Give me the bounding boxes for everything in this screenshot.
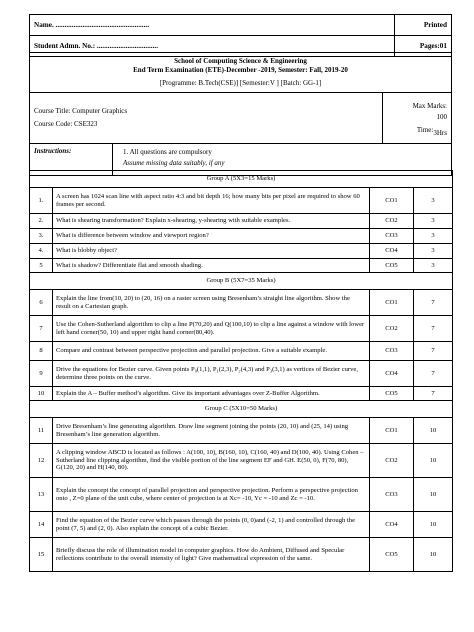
question-row bbox=[30, 214, 453, 229]
time-row bbox=[387, 125, 447, 136]
question-number: 12 bbox=[30, 444, 53, 478]
marks-time-block bbox=[383, 93, 452, 144]
question-number: 9 bbox=[30, 361, 53, 387]
question-row bbox=[30, 259, 453, 273]
question-marks: 3 bbox=[414, 244, 453, 259]
course-outcome: CO1 bbox=[370, 188, 414, 214]
question-text: Explain the concept the concept of parallel projection and perspective projection. Perform a perspective projection onto , Z=0 plane of the unit cube, where center of projection is at Xc= -10, Yc = -10 and Zc = -10. bbox=[53, 478, 370, 512]
question-marks: 7 bbox=[414, 361, 453, 387]
question-text: Find the equation of the Bezier curve which passes through the points (0, 0)and (-2, 1) and controlled through the point (7, 5) and (2, 0). Also explain the concept of a cubic Bezier. bbox=[53, 512, 370, 538]
question-marks: 7 bbox=[414, 316, 453, 342]
time-label: Time: bbox=[416, 126, 434, 135]
question-row bbox=[30, 244, 453, 259]
group-c-title: Group C (5X10=50 Marks) bbox=[30, 401, 453, 418]
exam-info-table bbox=[29, 52, 452, 176]
question-marks: 10 bbox=[414, 512, 453, 538]
course-outcome: CO5 bbox=[370, 387, 414, 401]
question-number: 6 bbox=[30, 290, 53, 316]
question-text: Explain the line from(10, 20) to (20, 16) on a raster screen using Bresenham’s straight line algorithm. Show the result on a Cartesian graph. bbox=[53, 290, 370, 316]
instruction-item-1: 1. All questions are compulsory bbox=[123, 148, 212, 157]
question-text: Drive Bresenham’s line generating algorithm. Draw line segment joining the points (20, 10) and (25, 14) using Bresenham’s line generation algorithm. bbox=[53, 418, 370, 444]
exam-title-block bbox=[30, 53, 452, 93]
name-field[interactable]: Name. .................................................... bbox=[30, 15, 395, 36]
exam-title: End Term Examination (ETE)-December -2019, Semester: Fall, 2019-20 bbox=[133, 66, 348, 75]
question-number: 7 bbox=[30, 316, 53, 342]
pages-label: Pages:01 bbox=[395, 36, 452, 57]
question-number: 5 bbox=[30, 259, 53, 273]
course-info bbox=[30, 93, 383, 144]
course-title: Course Title: Computer Graphics bbox=[34, 107, 128, 116]
question-row bbox=[30, 444, 453, 478]
student-header-table bbox=[29, 14, 452, 57]
question-marks: 7 bbox=[414, 342, 453, 361]
time-value: 3Hrs bbox=[433, 129, 447, 138]
course-outcome: CO5 bbox=[370, 259, 414, 273]
question-number: 2. bbox=[30, 214, 53, 229]
question-text: Compare and contrast between perspective projection and parallel projection. Give a suitable example. bbox=[53, 342, 370, 361]
question-text: What is difference between window and viewport region? bbox=[53, 229, 370, 244]
course-outcome: CO1 bbox=[370, 290, 414, 316]
question-marks: 10 bbox=[414, 478, 453, 512]
question-marks: 3 bbox=[414, 229, 453, 244]
group-a-title: Group A (5X3=15 Marks) bbox=[30, 171, 453, 188]
school-name: School of Computing Science & Engineering bbox=[174, 57, 307, 65]
question-text: Use the Cohen-Sutherland algorithm to clip a line P(70,20) and Q(100,10) to clip a line against a window with lower left hand corner(50, 10) and upper right hand corner(80,40). bbox=[53, 316, 370, 342]
question-text: A screen has 1024 scan line with aspect ratio 4:3 and bit depth 16; how many bits per pixel are required to show 60 frames per second. bbox=[53, 188, 370, 214]
question-text: Drive the equations for Bezier curve. Given points P₀(1,1), P₁(2,3), P₂(4,3) and P₃(3,1) as vertices of Bezier curve, determine three points on the curve. bbox=[53, 361, 370, 387]
question-marks: 10 bbox=[414, 418, 453, 444]
question-text: A clipping window ABCD is located as follows : A(100, 10), B(160, 10), C(160, 40) and D(100, 40). Using Cohen –Sutherland line clipping algorithm, find the visible portion of the line segment EF and GH. E(50, 0), F(70, 80), G(120, 20) and H(140, 80). bbox=[53, 444, 370, 478]
question-row bbox=[30, 478, 453, 512]
course-code: Course Code: CSE323 bbox=[34, 120, 98, 129]
course-outcome: CO2 bbox=[370, 444, 414, 478]
question-number: 10 bbox=[30, 387, 53, 401]
question-row bbox=[30, 538, 453, 572]
question-row bbox=[30, 316, 453, 342]
question-row bbox=[30, 361, 453, 387]
question-number: 13 bbox=[30, 478, 53, 512]
course-outcome: CO3 bbox=[370, 229, 414, 244]
question-marks: 7 bbox=[414, 387, 453, 401]
question-number: 3. bbox=[30, 229, 53, 244]
course-outcome: CO3 bbox=[370, 342, 414, 361]
question-marks: 10 bbox=[414, 538, 453, 572]
course-outcome: CO2 bbox=[370, 214, 414, 229]
course-outcome: CO3 bbox=[370, 478, 414, 512]
max-marks-label: Max Marks: bbox=[412, 102, 447, 111]
question-text: Explain the A – Buffer method’s algorithm. Give its important advantages over Z-Buffer Algorithm. bbox=[53, 387, 370, 401]
question-row bbox=[30, 290, 453, 316]
question-number: 14 bbox=[30, 512, 53, 538]
course-outcome: CO1 bbox=[370, 418, 414, 444]
question-number: 11 bbox=[30, 418, 53, 444]
question-text: What is blobby object? bbox=[53, 244, 370, 259]
question-marks: 3 bbox=[414, 259, 453, 273]
course-outcome: CO5 bbox=[370, 538, 414, 572]
question-marks: 7 bbox=[414, 290, 453, 316]
max-marks-value: 100 bbox=[436, 112, 447, 121]
question-number: 1. bbox=[30, 188, 53, 214]
instructions-label-text: Instructions: bbox=[34, 147, 72, 156]
question-number: 15 bbox=[30, 538, 53, 572]
course-outcome: CO4 bbox=[370, 512, 414, 538]
question-text: What is shadow? Differentiate flat and smooth shading. bbox=[53, 259, 370, 273]
question-text: Briefly discuss the role of illumination model in computer graphics. How do Ambient, Diffused and Specular reflections contribute to the overall intensity of light? Give mathematical expression of the same. bbox=[53, 538, 370, 572]
instruction-item-2: Assume missing data suitably, if any bbox=[123, 158, 225, 167]
question-marks: 3 bbox=[414, 188, 453, 214]
question-row bbox=[30, 387, 453, 401]
question-row bbox=[30, 229, 453, 244]
question-number: 8 bbox=[30, 342, 53, 361]
question-number: 4. bbox=[30, 244, 53, 259]
course-outcome: CO4 bbox=[370, 361, 414, 387]
question-row bbox=[30, 512, 453, 538]
admission-number-field[interactable]: Student Admn. No.: .................................. bbox=[30, 36, 395, 57]
question-row bbox=[30, 342, 453, 361]
group-b-title: Group B (5X7=35 Marks) bbox=[30, 273, 453, 290]
printed-label: Printed bbox=[395, 15, 452, 36]
question-row bbox=[30, 418, 453, 444]
programme-info: [Programme: B.Tech(CSE)] [Semester:V ] [Batch: GG-1] bbox=[159, 78, 322, 87]
question-row bbox=[30, 188, 453, 214]
question-text: What is shearing transformation? Explain x-shearing, y-shearing with suitable examples. bbox=[53, 214, 370, 229]
question-marks: 10 bbox=[414, 444, 453, 478]
questions-table bbox=[29, 170, 453, 572]
course-outcome: CO2 bbox=[370, 316, 414, 342]
question-marks: 3 bbox=[414, 214, 453, 229]
course-outcome: CO4 bbox=[370, 244, 414, 259]
